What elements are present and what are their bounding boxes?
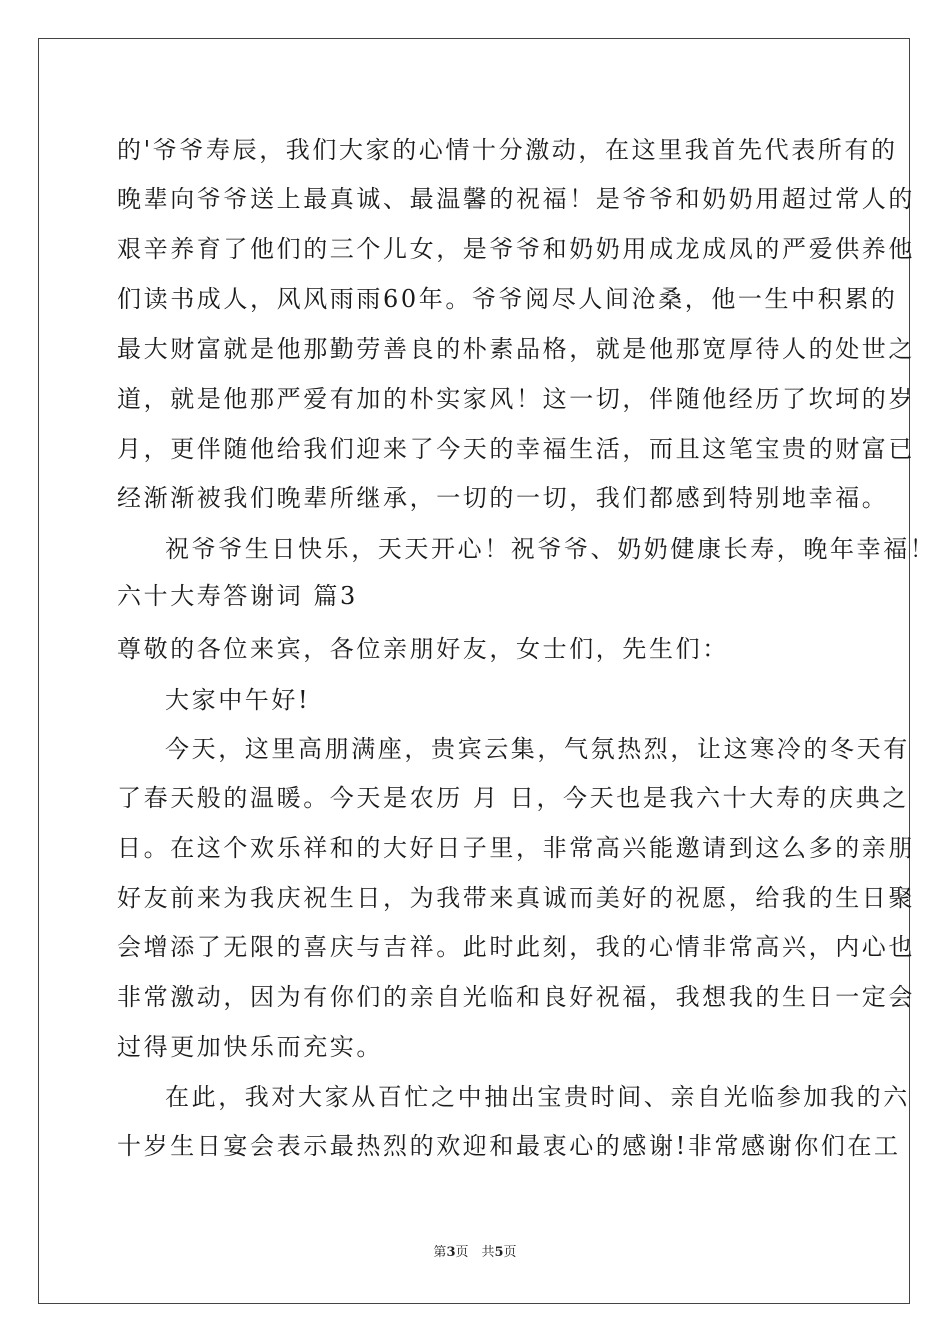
footer-page-total: 5 xyxy=(494,1245,504,1260)
text-line: 今天，这里高朋满座，贵宾云集，气氛热烈，让这寒冷的冬天有 xyxy=(165,735,910,763)
text-line: 艰辛养育了他们的三个儿女，是爷爷和奶奶用成龙成凤的严爱供养他 xyxy=(117,235,915,263)
footer-page-suffix: 页 xyxy=(503,1245,517,1260)
footer-page-mid: 页 共 xyxy=(455,1245,495,1260)
text-line: 好友前来为我庆祝生日，为我带来真诚而美好的祝愿，给我的生日聚 xyxy=(117,884,915,912)
footer-page-prefix: 第 xyxy=(433,1245,447,1260)
footer-page-current: 3 xyxy=(446,1245,456,1260)
text-line: 在此，我对大家从百忙之中抽出宝贵时间、亲自光临参加我的六 xyxy=(165,1083,910,1111)
salutation: 尊敬的各位来宾，各位亲朋好友，女士们，先生们： xyxy=(117,635,729,663)
text-line: 最大财富就是他那勤劳善良的朴素品格，就是他那宽厚待人的处世之 xyxy=(117,335,915,363)
text-line: 十岁生日宴会表示最热烈的欢迎和最衷心的感谢!非常感谢你们在工 xyxy=(117,1132,901,1160)
text-line: 晚辈向爷爷送上最真诚、最温馨的祝福！是爷爷和奶奶用超过常人的 xyxy=(117,185,915,213)
text-line: 月，更伴随他给我们迎来了今天的幸福生活，而且这笔宝贵的财富已 xyxy=(117,435,915,463)
page-border xyxy=(38,38,910,1304)
text-line: 们读书成人，风风雨雨60年。爷爷阅尽人间沧桑，他一生中积累的 xyxy=(117,285,898,313)
text-line: 祝爷爷生日快乐，天天开心！祝爷爷、奶奶健康长寿，晚年幸福！ xyxy=(165,535,937,563)
greeting: 大家中午好! xyxy=(165,686,311,714)
page-footer xyxy=(0,1244,950,1262)
text-line: 道，就是他那严爱有加的朴实家风！这一切，伴随他经历了坎坷的岁 xyxy=(117,385,915,413)
section-heading: 六十大寿答谢词 篇3 xyxy=(117,582,358,610)
text-line: 经渐渐被我们晚辈所继承，一切的一切，我们都感到特别地幸福。 xyxy=(117,484,889,512)
text-line: 日。在这个欢乐祥和的大好日子里，非常高兴能邀请到这么多的亲朋 xyxy=(117,834,915,862)
text-line: 了春天般的温暖。今天是农历 月 日，今天也是我六十大寿的庆典之 xyxy=(117,784,909,812)
text-line: 非常激动，因为有你们的亲自光临和良好祝福，我想我的生日一定会 xyxy=(117,983,915,1011)
text-line: 会增添了无限的喜庆与吉祥。此时此刻，我的心情非常高兴，内心也 xyxy=(117,933,915,961)
text-line: 过得更加快乐而充实。 xyxy=(117,1033,383,1061)
text-line: 的'爷爷寿辰，我们大家的心情十分激动，在这里我首先代表所有的 xyxy=(117,136,898,164)
